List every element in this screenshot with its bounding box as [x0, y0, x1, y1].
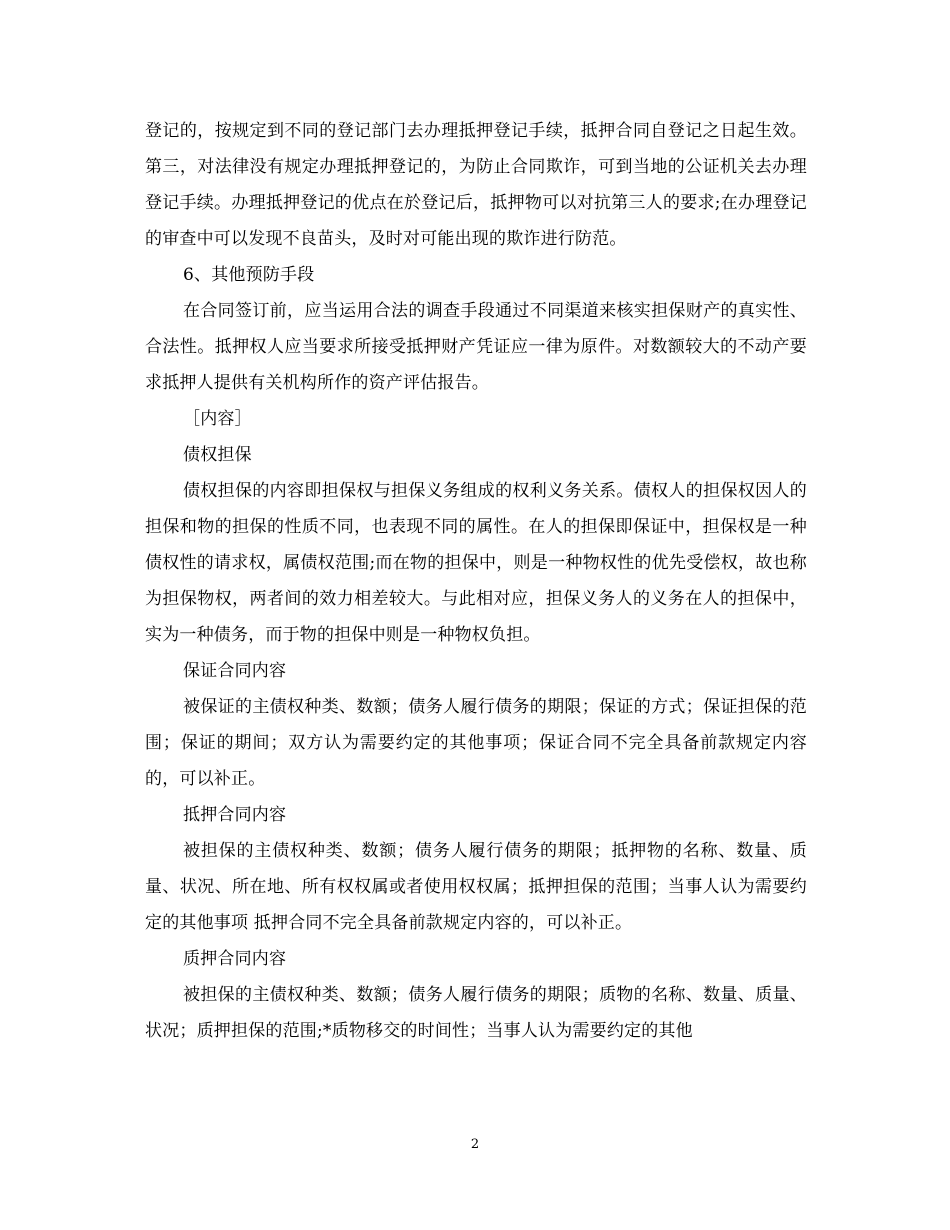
section-heading-other-prevention: 6、其他预防手段 — [183, 265, 315, 285]
body-paragraph: 登记的，按规定到不同的登记部门去办理抵押登记手续，抵押合同自登记之日起生效。第三，对法律没有规定办理抵押登记的，为防止合同欺诈，可到当地的公证机关去办理登记手续。办理抵押登记的优点在於登记后，抵押物可以对抗第三人的要求;在办理登记的审查中可以发现不良苗头，及时对可能出现的欺诈进行防范。 — [145, 121, 807, 249]
document-body — [145, 113, 807, 1049]
section-heading-guarantee-contract: 保证合同内容 — [183, 661, 287, 681]
body-paragraph: 被担保的主债权种类、数额；债务人履行债务的期限；质物的名称、数量、质量、状况；质押担保的范围;*质物移交的时间性；当事人认为需要约定的其他 — [145, 985, 807, 1041]
page-number: 2 — [470, 1137, 480, 1152]
body-paragraph: 在合同签订前，应当运用合法的调查手段通过不同渠道来核实担保财产的真实性、合法性。抵押权人应当要求所接受抵押财产凭证应一律为原件。对数额较大的不动产要求抵押人提供有关机构所作的资产评估报告。 — [145, 301, 807, 393]
body-paragraph: 债权担保的内容即担保权与担保义务组成的权利义务关系。债权人的担保权因人的担保和物的担保的性质不同，也表现不同的属性。在人的担保即保证中，担保权是一种债权性的请求权，属债权范围;而在物的担保中，则是一种物权性的优先受偿权，故也称为担保物权，两者间的效力相差较大。与此相对应，担保义务人的义务在人的担保中，实为一种债务，而于物的担保中则是一种物权负担。 — [145, 481, 807, 645]
section-heading-mortgage-contract: 抵押合同内容 — [183, 805, 287, 825]
body-paragraph: 被担保的主债权种类、数额；债务人履行债务的期限；抵押物的名称、数量、质量、状况、所在地、所有权权属或者使用权权属；抵押担保的范围；当事人认为需要约定的其他事项 抵押合同不完全具备前款规定内容的，可以补正。 — [145, 841, 807, 933]
body-paragraph: 被保证的主债权种类、数额；债务人履行债务的期限；保证的方式；保证担保的范围；保证的期间；双方认为需要约定的其他事项；保证合同不完全具备前款规定内容的，可以补正。 — [145, 697, 807, 789]
section-heading-pledge-contract: 质押合同内容 — [183, 949, 287, 969]
section-heading-content: ［内容］ — [183, 409, 252, 429]
section-heading-debt-guarantee: 债权担保 — [183, 445, 252, 465]
